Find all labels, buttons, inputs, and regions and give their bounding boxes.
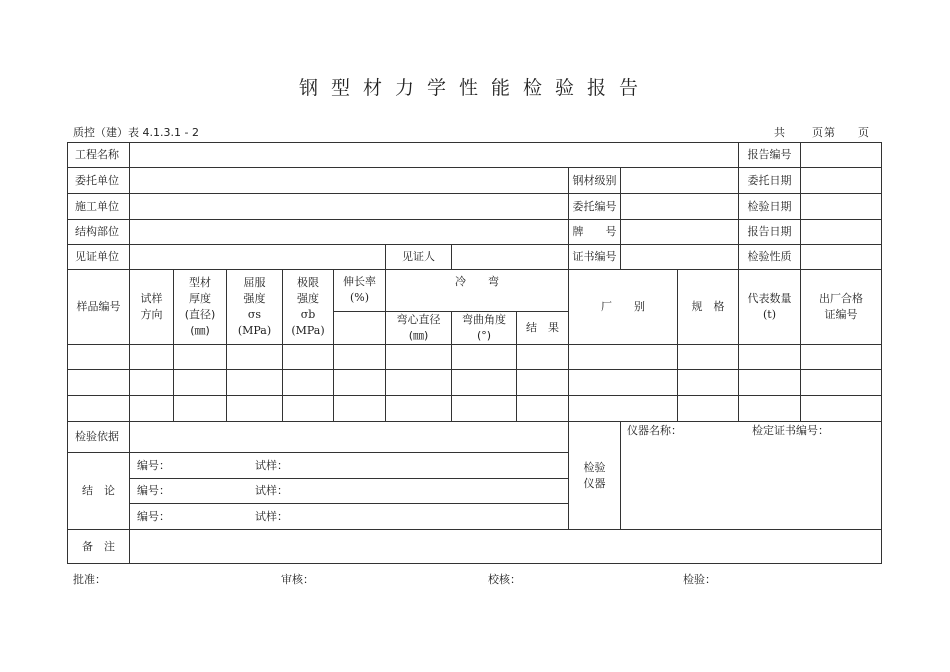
col-bend-angle xyxy=(452,312,517,345)
col-result: 结 果 xyxy=(517,312,569,345)
label-cert-no: 证书编号 xyxy=(569,245,621,270)
sign-approve: 批准： xyxy=(73,573,106,586)
page-total-label: 共 xyxy=(774,126,786,139)
conclusion-no-3: 编号： xyxy=(137,509,170,523)
field-remark[interactable] xyxy=(130,530,882,564)
cell[interactable] xyxy=(334,345,386,370)
col-quantity-unit: (t) xyxy=(762,308,776,321)
cell[interactable] xyxy=(801,345,882,370)
label-conclusion: 结 论 xyxy=(68,453,130,530)
cell[interactable] xyxy=(386,396,452,422)
conclusion-row-2[interactable] xyxy=(130,479,569,504)
col-factory: 厂 别 xyxy=(569,270,678,345)
col-quantity xyxy=(739,270,801,345)
label-commission-date: 委托日期 xyxy=(739,168,801,194)
col-certificate-line2: 证编号 xyxy=(824,308,858,321)
cell[interactable] xyxy=(452,370,517,396)
conclusion-no-1: 编号： xyxy=(137,458,170,472)
col-thickness-line3: (直径) xyxy=(184,308,216,321)
label-test-nature: 检验性质 xyxy=(739,245,801,270)
field-witness-unit[interactable] xyxy=(130,245,386,270)
col-yield-unit: (MPa) xyxy=(237,324,272,337)
cell[interactable] xyxy=(130,370,174,396)
col-yield xyxy=(227,270,283,345)
col-direction-line2: 方向 xyxy=(140,308,163,321)
cell[interactable] xyxy=(68,345,130,370)
col-elongation xyxy=(334,270,386,312)
label-brand: 牌 号 xyxy=(569,220,621,245)
label-construction: 施工单位 xyxy=(68,194,130,220)
label-report-no: 报告编号 xyxy=(739,143,801,168)
cell[interactable] xyxy=(801,396,882,422)
col-thickness-line2: 厚度 xyxy=(189,292,211,305)
cell[interactable] xyxy=(517,345,569,370)
col-elongation-blank xyxy=(334,312,386,345)
label-instrument xyxy=(569,422,621,530)
col-elongation-unit: (%) xyxy=(349,291,370,304)
conclusion-row-3[interactable] xyxy=(130,504,569,530)
col-yield-line2: 强度 xyxy=(243,292,266,305)
cell[interactable] xyxy=(227,370,283,396)
label-basis: 检验依据 xyxy=(68,422,130,453)
cell[interactable] xyxy=(334,396,386,422)
col-ultimate-line1: 极限 xyxy=(297,276,319,289)
form-code: 质控（建）表 4.1.3.1 - 2 xyxy=(73,126,199,139)
cell[interactable] xyxy=(452,396,517,422)
label-remark: 备 注 xyxy=(68,530,130,564)
col-yield-symbol: σs xyxy=(247,308,262,321)
field-project-name[interactable] xyxy=(130,143,739,168)
instrument-name-label: 仪器名称： xyxy=(627,424,682,437)
col-elongation-line1: 伸长率 xyxy=(343,275,376,288)
col-thickness xyxy=(174,270,227,345)
cell[interactable] xyxy=(174,396,227,422)
col-sample-no: 样品编号 xyxy=(68,270,130,345)
label-witness: 见证人 xyxy=(386,245,452,270)
col-quantity-line1: 代表数量 xyxy=(747,292,792,305)
col-bend-diameter xyxy=(386,312,452,345)
cell[interactable] xyxy=(130,396,174,422)
label-instrument-line2: 仪器 xyxy=(583,476,606,490)
page-of-label: 页第 xyxy=(812,126,836,139)
col-ultimate-symbol: σb xyxy=(300,308,316,321)
sign-review: 审核： xyxy=(281,573,314,586)
col-certificate xyxy=(801,270,882,345)
cell[interactable] xyxy=(569,345,678,370)
field-construction[interactable] xyxy=(130,194,569,220)
conclusion-row-1[interactable] xyxy=(130,453,569,479)
label-test-date: 检验日期 xyxy=(739,194,801,220)
col-certificate-line1: 出厂合格 xyxy=(819,292,863,305)
cell[interactable] xyxy=(517,370,569,396)
label-instrument-line1: 检验 xyxy=(583,460,606,474)
sign-check: 校核： xyxy=(488,573,521,586)
field-structure-part[interactable] xyxy=(130,220,569,245)
cell[interactable] xyxy=(739,345,801,370)
col-direction xyxy=(130,270,174,345)
cell[interactable] xyxy=(386,345,452,370)
field-commission-no[interactable] xyxy=(621,194,739,220)
col-bend-diameter-unit: (㎜) xyxy=(408,329,429,342)
field-basis[interactable] xyxy=(130,422,569,453)
col-ultimate-unit: (MPa) xyxy=(291,324,325,337)
cell[interactable] xyxy=(68,396,130,422)
cell[interactable] xyxy=(678,396,739,422)
cell[interactable] xyxy=(227,396,283,422)
field-test-date[interactable] xyxy=(801,194,882,220)
label-report-date: 报告日期 xyxy=(739,220,801,245)
col-bend-angle-line1: 弯曲角度 xyxy=(462,313,506,326)
cell[interactable] xyxy=(739,396,801,422)
cell[interactable] xyxy=(283,396,334,422)
cell[interactable] xyxy=(174,345,227,370)
table-row xyxy=(68,370,882,396)
field-steel-grade[interactable] xyxy=(621,168,739,194)
label-project-name: 工程名称 xyxy=(68,143,130,168)
cell[interactable] xyxy=(283,345,334,370)
col-yield-line1: 屈服 xyxy=(243,276,266,289)
col-ultimate xyxy=(283,270,334,345)
col-cold-bend: 冷 弯 xyxy=(386,270,569,312)
sign-inspect: 检验： xyxy=(683,573,716,586)
conclusion-sample-2: 试样： xyxy=(255,484,288,497)
field-report-no[interactable] xyxy=(801,143,882,168)
col-thickness-line4: (㎜) xyxy=(190,324,210,337)
col-spec: 规 格 xyxy=(678,270,739,345)
field-witness[interactable] xyxy=(452,245,569,270)
label-steel-grade: 钢材级别 xyxy=(569,168,621,194)
verify-cert-label: 检定证书编号： xyxy=(752,424,829,437)
page-title: 钢型材力学性能检验报告 xyxy=(298,77,651,99)
conclusion-sample-1: 试样： xyxy=(255,458,288,472)
field-test-nature[interactable] xyxy=(801,245,882,270)
cell[interactable] xyxy=(334,370,386,396)
table-row xyxy=(68,396,882,422)
col-ultimate-line2: 强度 xyxy=(297,292,319,305)
table-row xyxy=(68,345,882,370)
col-thickness-line1: 型材 xyxy=(189,276,211,289)
cell[interactable] xyxy=(517,396,569,422)
conclusion-sample-3: 试样： xyxy=(255,509,288,523)
cell[interactable] xyxy=(174,370,227,396)
report-table xyxy=(67,142,882,564)
label-witness-unit: 见证单位 xyxy=(68,245,130,270)
cell[interactable] xyxy=(678,345,739,370)
label-commission-no: 委托编号 xyxy=(569,194,621,220)
conclusion-no-2: 编号： xyxy=(137,484,170,497)
col-bend-diameter-line1: 弯心直径 xyxy=(396,313,441,326)
field-brand[interactable] xyxy=(621,220,739,245)
label-client: 委托单位 xyxy=(68,168,130,194)
cell[interactable] xyxy=(739,370,801,396)
cell[interactable] xyxy=(130,345,174,370)
cell[interactable] xyxy=(386,370,452,396)
col-bend-angle-unit: (°) xyxy=(476,329,492,342)
cell[interactable] xyxy=(452,345,517,370)
label-structure-part: 结构部位 xyxy=(68,220,130,245)
field-commission-date[interactable] xyxy=(801,168,882,194)
page-end-label: 页 xyxy=(858,126,870,139)
page-counter xyxy=(774,124,870,140)
field-client[interactable] xyxy=(130,168,569,194)
cell[interactable] xyxy=(569,370,678,396)
instrument-area[interactable] xyxy=(621,422,882,530)
cell[interactable] xyxy=(283,370,334,396)
field-report-date[interactable] xyxy=(801,220,882,245)
col-direction-line1: 试样 xyxy=(140,292,163,305)
cell[interactable] xyxy=(678,370,739,396)
field-cert-no[interactable] xyxy=(621,245,739,270)
cell[interactable] xyxy=(569,396,678,422)
cell[interactable] xyxy=(227,345,283,370)
cell[interactable] xyxy=(68,370,130,396)
cell[interactable] xyxy=(801,370,882,396)
